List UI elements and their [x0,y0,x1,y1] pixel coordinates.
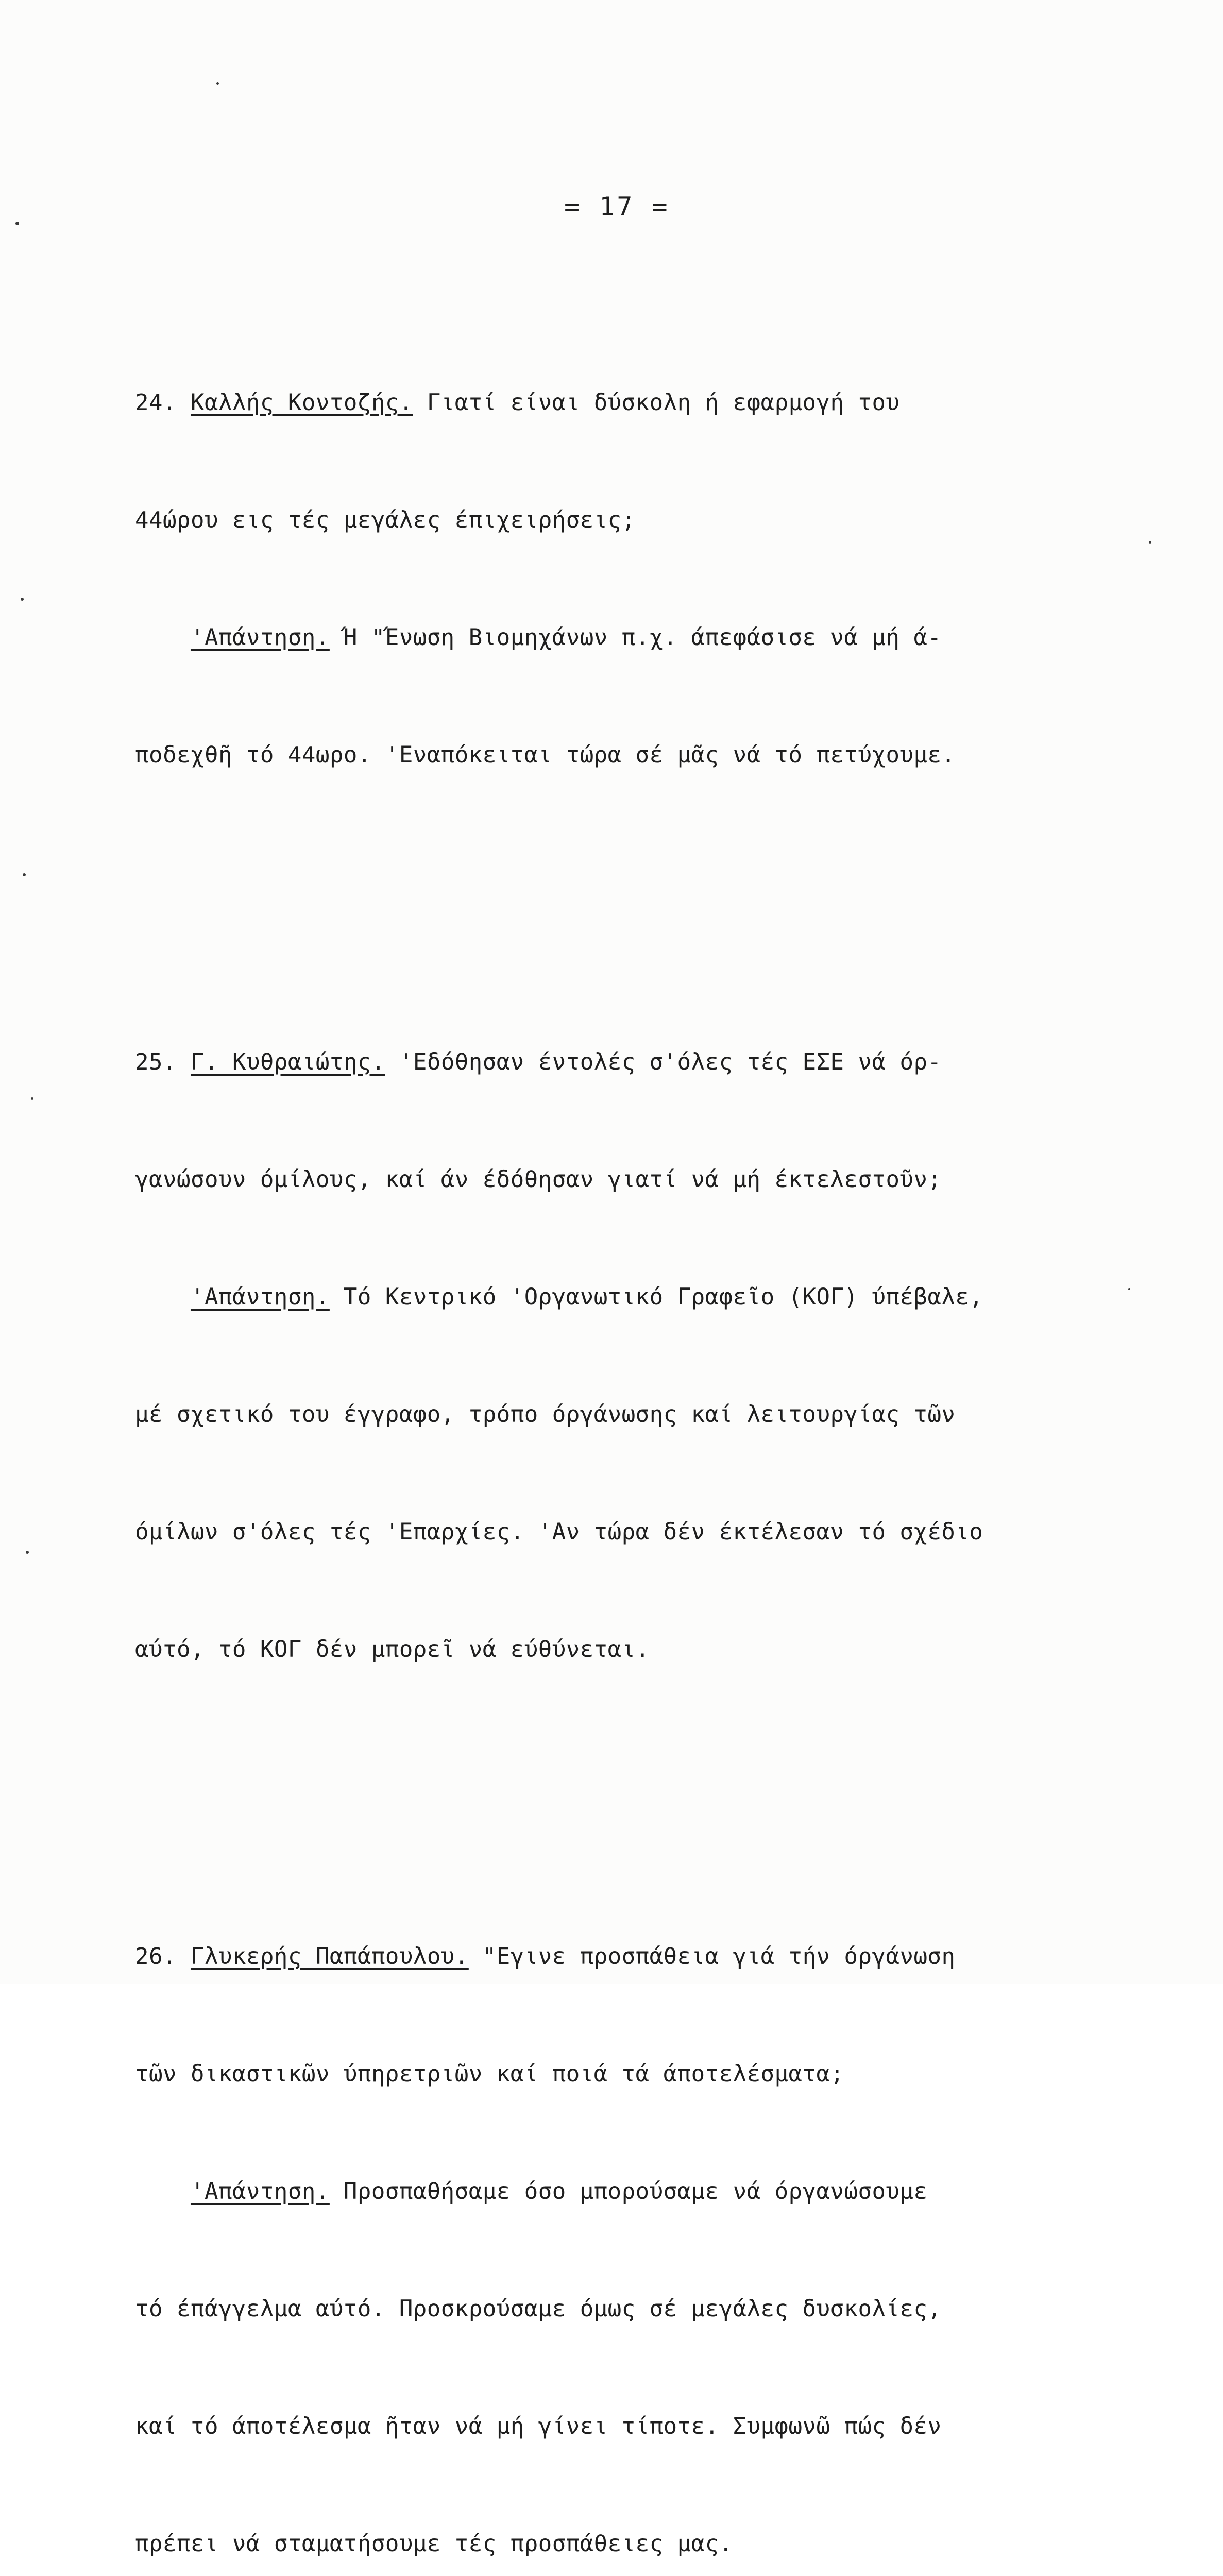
scan-speck [26,1551,29,1554]
q26-line-5: καί τό άποτέλεσμα ῆταν νά μή γίνει τίποτε. Συμφωνῶ πώς δέν [135,2413,942,2439]
q25-answer-text: Τό Κεντρικό 'Οργανωτικό Γραφεῖο (ΚΟΓ) ύπέβαλε, [329,1284,983,1310]
q26-line-2: τῶν δικαστικῶν ύπηρετριῶν καί ποιά τά άποτελέσματα; [135,2061,844,2087]
q25-line-2: γανώσουν όμίλους, καί άν έδόθησαν γιατί νά μή έκτελεστοῦν; [135,1166,942,1193]
scan-speck [1128,1288,1130,1290]
q25-line-3 [135,1278,1145,1317]
scan-speck [31,1097,33,1100]
page-number: = 17 = [564,192,670,222]
q24-answer-label: 'Απάντηση. [190,624,330,651]
q25-answer-label: 'Απάντηση. [190,1284,330,1310]
scan-speck [21,598,24,601]
scan-speck [216,82,219,85]
scan-speck [23,873,26,876]
q25-number: 25. [135,1049,177,1075]
document-body [135,227,1145,2576]
q24-line-3 [135,618,1145,657]
q26-number: 26. [135,1943,177,1970]
q26-line-6: πρέπει νά σταματήσουμε τές προσπάθειες μας. [135,2531,733,2557]
q24-speaker: Καλλής Κοντοζής. [190,389,413,416]
q26-line-3 [135,2172,1145,2211]
q24-answer-text: Ή "Ένωση Βιομηχάνων π.χ. άπεφάσισε νά μή ά- [329,624,942,651]
q24-line-1 [135,383,1145,422]
q25-line-5: όμίλων σ'όλες τές 'Επαρχίες. 'Αν τώρα δέν έκτέλεσαν τό σχέδιο [135,1519,983,1545]
q26-line-1 [135,1937,1145,1976]
q26-answer-text: Προσπαθήσαμε όσο μπορούσαμε νά όργανώσουμε [329,2178,928,2205]
q25-question-text: 'Εδόθησαν έντολές σ'όλες τές ΕΣΕ νά όρ- [385,1049,942,1075]
q25-line-1 [135,1043,1145,1082]
q26-question-text: "Εγινε προσπάθεια γιά τήν όργάνωση [468,1943,956,1970]
scan-speck [15,222,19,225]
q24-line-4: ποδεχθῆ τό 44ωρο. 'Εναπόκειται τώρα σέ μᾶς νά τό πετύχουμε. [135,742,956,768]
q26-speaker: Γλυκερής Παπάπουλου. [190,1943,469,1970]
q25-line-6: αύτό, τό ΚΟΓ δέν μπορεῖ νά εύθύνεται. [135,1636,650,1663]
q24-number: 24. [135,389,177,416]
q26-answer-label: 'Απάντηση. [190,2178,330,2205]
q26-line-4: τό έπάγγελμα αύτό. Προσκρούσαμε όμως σέ μεγάλες δυσκολίες, [135,2296,942,2322]
q24-line-2: 44ώρου εις τές μεγάλες έπιχειρήσεις; [135,507,636,533]
scan-speck [1149,541,1151,544]
q25-line-4: μέ σχετικό του έγγραφο, τρόπο όργάνωσης καί λειτουργίας τῶν [135,1401,956,1428]
q24-question-text: Γιατί είναι δύσκολη ή εφαρμογή του [413,389,900,416]
q25-speaker: Γ. Κυθραιώτης. [190,1049,385,1075]
